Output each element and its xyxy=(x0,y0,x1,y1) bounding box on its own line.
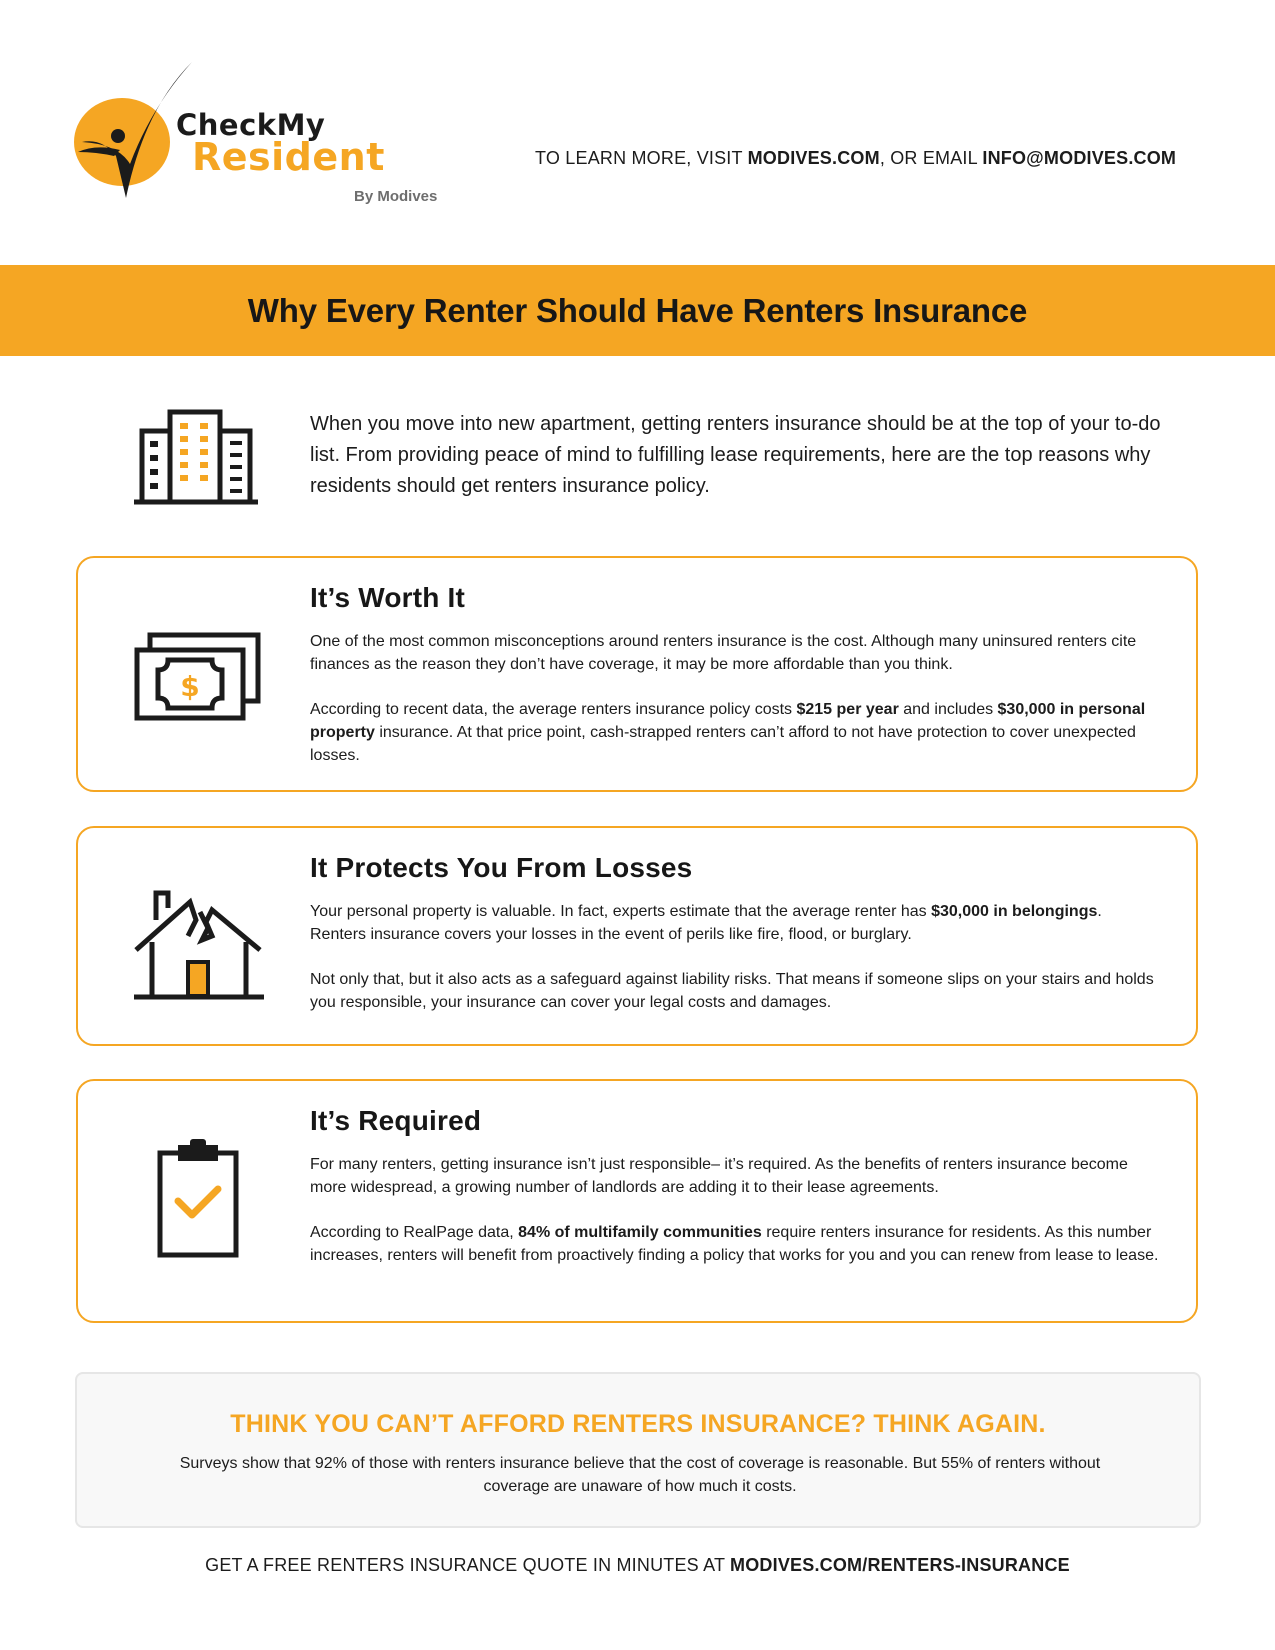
section-card-worth-it xyxy=(76,556,1198,792)
logo-wordmark-resident: Resident xyxy=(192,135,385,179)
page-header xyxy=(0,0,1275,265)
logo-byline: By Modives xyxy=(354,188,438,205)
money-icon xyxy=(134,632,262,722)
building-icon xyxy=(134,409,258,507)
title-banner xyxy=(0,265,1275,356)
contact-middle: , OR EMAIL xyxy=(879,148,983,168)
section-paragraph: Your personal property is valuable. In fact, experts estimate that the average renter has $30,000 in belongings. Renters insurance covers your losses in the event of perils like fire, flood, or burglary. xyxy=(310,903,1102,943)
footer-prefix: GET A FREE RENTERS INSURANCE QUOTE IN MINUTES AT xyxy=(205,1555,731,1575)
contact-site-link[interactable]: MODIVES.COM xyxy=(747,148,880,168)
afford-callout xyxy=(75,1372,1201,1528)
section-card-protects xyxy=(76,826,1198,1046)
section-body xyxy=(310,1105,1160,1289)
footer-link[interactable]: MODIVES.COM/RENTERS-INSURANCE xyxy=(730,1555,1070,1575)
section-title: It’s Required xyxy=(310,1105,482,1136)
clipboard-check-icon xyxy=(156,1139,240,1259)
section-paragraph: One of the most common misconceptions around renters insurance is the cost. Although many uninsured renters cite finances as the reason they don’t have coverage, it may be more affordable than you think. xyxy=(310,633,1137,673)
logo-wordmark-checkmy: CheckMy xyxy=(176,108,326,142)
callout-title: THINK YOU CAN’T AFFORD RENTERS INSURANCE? THINK AGAIN. xyxy=(230,1410,1046,1438)
broken-house-icon xyxy=(134,890,264,1002)
contact-line xyxy=(535,148,1176,169)
callout-text: Surveys show that 92% of those with renters insurance believe that the cost of coverage is reasonable. But 55% of renters without coverage are unaware of how much it costs. xyxy=(179,1455,1101,1495)
section-paragraph: According to recent data, the average renters insurance policy costs $215 per year and includes $30,000 in personal property insurance. At that price point, cash-strapped renters can’t afford to not have protection to cover unexpected losses. xyxy=(310,701,1146,764)
section-paragraph: According to RealPage data, 84% of multifamily communities require renters insurance for residents. As this number increases, renters will benefit from proactively finding a policy that works for you and you can renew from lease to lease. xyxy=(310,1224,1159,1264)
intro-section xyxy=(0,395,1275,525)
svg-text:$: $ xyxy=(180,670,200,703)
checkmyresident-logo xyxy=(74,60,454,210)
footer-cta xyxy=(0,1555,1275,1576)
section-title: It Protects You From Losses xyxy=(310,852,693,883)
section-paragraph: For many renters, getting insurance isn’t just responsible– it’s required. As the benefits of renters insurance become more widespread, a growing number of landlords are adding it to their lease agreements. xyxy=(310,1156,1128,1196)
page-title: Why Every Renter Should Have Renters Insurance xyxy=(247,292,1028,329)
section-paragraph: Not only that, but it also acts as a safeguard against liability risks. That means if someone slips on your stairs and holds you responsible, your insurance can cover your legal costs and damages. xyxy=(310,971,1154,1011)
section-body xyxy=(310,582,1160,789)
section-card-required xyxy=(76,1079,1198,1323)
section-body xyxy=(310,852,1160,1036)
intro-text: When you move into new apartment, getting renters insurance should be at the top of your to-do list. From providing peace of mind to fulfilling lease requirements, here are the top reasons why residents should get renters insurance policy. xyxy=(310,413,1161,497)
contact-email-link[interactable]: INFO@MODIVES.COM xyxy=(982,148,1177,168)
contact-prefix: TO LEARN MORE, VISIT xyxy=(535,148,748,168)
section-title: It’s Worth It xyxy=(310,582,466,613)
